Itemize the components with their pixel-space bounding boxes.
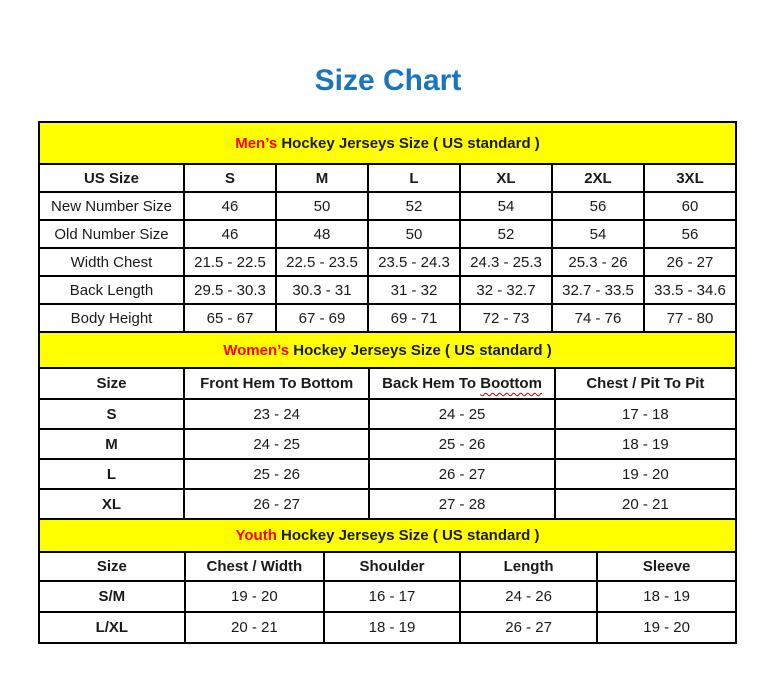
womens-size-table xyxy=(38,331,737,520)
row-label: L xyxy=(39,459,184,489)
womens-col-header-back-hem xyxy=(369,368,554,399)
row-label: Width Chest xyxy=(39,248,184,276)
mens-header-row xyxy=(39,164,736,192)
cell-value: 26 - 27 xyxy=(644,248,736,276)
table-row xyxy=(39,612,736,643)
row-label: New Number Size xyxy=(39,192,184,220)
cell-value: 33.5 - 34.6 xyxy=(644,276,736,304)
table-row xyxy=(39,276,736,304)
cell-value: 24.3 - 25.3 xyxy=(460,248,552,276)
table-row xyxy=(39,304,736,332)
youth-section-banner xyxy=(39,519,736,552)
cell-value: 31 - 32 xyxy=(368,276,460,304)
cell-value: 30.3 - 31 xyxy=(276,276,368,304)
row-label: Body Height xyxy=(39,304,184,332)
cell-value: 17 - 18 xyxy=(555,399,736,429)
cell-value: 18 - 19 xyxy=(555,429,736,459)
cell-value: 24 - 25 xyxy=(184,429,369,459)
table-row xyxy=(39,192,736,220)
cell-value: 69 - 71 xyxy=(368,304,460,332)
womens-section-banner xyxy=(39,332,736,368)
cell-value: 20 - 21 xyxy=(185,612,324,643)
cell-value: 19 - 20 xyxy=(597,612,736,643)
youth-size-table xyxy=(38,518,737,644)
row-label: Old Number Size xyxy=(39,220,184,248)
mens-banner-highlight: Men’s xyxy=(235,134,278,152)
row-label: L/XL xyxy=(39,612,185,643)
youth-col-header-size: Size xyxy=(39,552,185,581)
cell-value: 56 xyxy=(552,192,644,220)
cell-value: 19 - 20 xyxy=(185,581,324,612)
mens-col-header-us-size: US Size xyxy=(39,164,184,192)
cell-value: 52 xyxy=(368,192,460,220)
cell-value: 54 xyxy=(552,220,644,248)
cell-value: 46 xyxy=(184,220,276,248)
cell-value: 60 xyxy=(644,192,736,220)
cell-value: 18 - 19 xyxy=(597,581,736,612)
youth-header-row xyxy=(39,552,736,581)
cell-value: 19 - 20 xyxy=(555,459,736,489)
table-row xyxy=(39,248,736,276)
cell-value: 32 - 32.7 xyxy=(460,276,552,304)
cell-value: 16 - 17 xyxy=(324,581,460,612)
cell-value: 46 xyxy=(184,192,276,220)
mens-col-header-xl: XL xyxy=(460,164,552,192)
womens-banner-row xyxy=(39,332,736,368)
mens-banner-text: Hockey Jerseys Size ( US standard ) xyxy=(277,134,540,152)
mens-banner-row xyxy=(39,122,736,164)
cell-value: 23.5 - 24.3 xyxy=(368,248,460,276)
row-label: XL xyxy=(39,489,184,519)
youth-col-header-length: Length xyxy=(460,552,597,581)
cell-value: 29.5 - 30.3 xyxy=(184,276,276,304)
row-label: Back Length xyxy=(39,276,184,304)
cell-value: 77 - 80 xyxy=(644,304,736,332)
cell-value: 18 - 19 xyxy=(324,612,460,643)
mens-size-table xyxy=(38,121,737,333)
cell-value: 48 xyxy=(276,220,368,248)
mens-col-header-s: S xyxy=(184,164,276,192)
mens-section-banner xyxy=(39,122,736,164)
mens-col-header-2xl: 2XL xyxy=(552,164,644,192)
cell-value: 72 - 73 xyxy=(460,304,552,332)
cell-value: 26 - 27 xyxy=(184,489,369,519)
womens-header-row xyxy=(39,368,736,399)
youth-banner-text: Hockey Jerseys Size ( US standard ) xyxy=(276,527,540,544)
cell-value: 52 xyxy=(460,220,552,248)
back-hem-label-prefix: Back Hem To xyxy=(382,375,481,392)
table-row xyxy=(39,581,736,612)
cell-value: 67 - 69 xyxy=(276,304,368,332)
table-row xyxy=(39,399,736,429)
table-row xyxy=(39,220,736,248)
youth-col-header-shoulder: Shoulder xyxy=(324,552,460,581)
youth-banner-row xyxy=(39,519,736,552)
cell-value: 26 - 27 xyxy=(460,612,597,643)
cell-value: 24 - 26 xyxy=(460,581,597,612)
cell-value: 32.7 - 33.5 xyxy=(552,276,644,304)
womens-col-header-chest-pit: Chest / Pit To Pit xyxy=(555,368,736,399)
page-title: Size Chart xyxy=(314,64,462,97)
womens-banner-text: Hockey Jerseys Size ( US standard ) xyxy=(289,341,552,359)
row-label: M xyxy=(39,429,184,459)
row-label: S xyxy=(39,399,184,429)
table-row xyxy=(39,429,736,459)
womens-col-header-size: Size xyxy=(39,368,184,399)
cell-value: 54 xyxy=(460,192,552,220)
row-label: S/M xyxy=(39,581,185,612)
cell-value: 23 - 24 xyxy=(184,399,369,429)
cell-value: 25.3 - 26 xyxy=(552,248,644,276)
cell-value: 27 - 28 xyxy=(369,489,554,519)
youth-col-header-sleeve: Sleeve xyxy=(597,552,736,581)
mens-col-header-m: M xyxy=(276,164,368,192)
cell-value: 25 - 26 xyxy=(184,459,369,489)
cell-value: 50 xyxy=(276,192,368,220)
womens-banner-highlight: Women’s xyxy=(223,341,290,359)
cell-value: 22.5 - 23.5 xyxy=(276,248,368,276)
back-hem-misspelled-word: Boottom xyxy=(480,375,542,392)
cell-value: 65 - 67 xyxy=(184,304,276,332)
mens-col-header-3xl: 3XL xyxy=(644,164,736,192)
cell-value: 56 xyxy=(644,220,736,248)
table-row xyxy=(39,459,736,489)
size-chart-tables xyxy=(38,121,737,644)
youth-banner-highlight: Youth xyxy=(235,527,277,544)
cell-value: 24 - 25 xyxy=(369,399,554,429)
youth-col-header-chest-width: Chest / Width xyxy=(185,552,324,581)
mens-col-header-l: L xyxy=(368,164,460,192)
cell-value: 25 - 26 xyxy=(369,429,554,459)
cell-value: 74 - 76 xyxy=(552,304,644,332)
cell-value: 26 - 27 xyxy=(369,459,554,489)
cell-value: 20 - 21 xyxy=(555,489,736,519)
womens-col-header-front-hem: Front Hem To Bottom xyxy=(184,368,369,399)
cell-value: 21.5 - 22.5 xyxy=(184,248,276,276)
table-row xyxy=(39,489,736,519)
cell-value: 50 xyxy=(368,220,460,248)
